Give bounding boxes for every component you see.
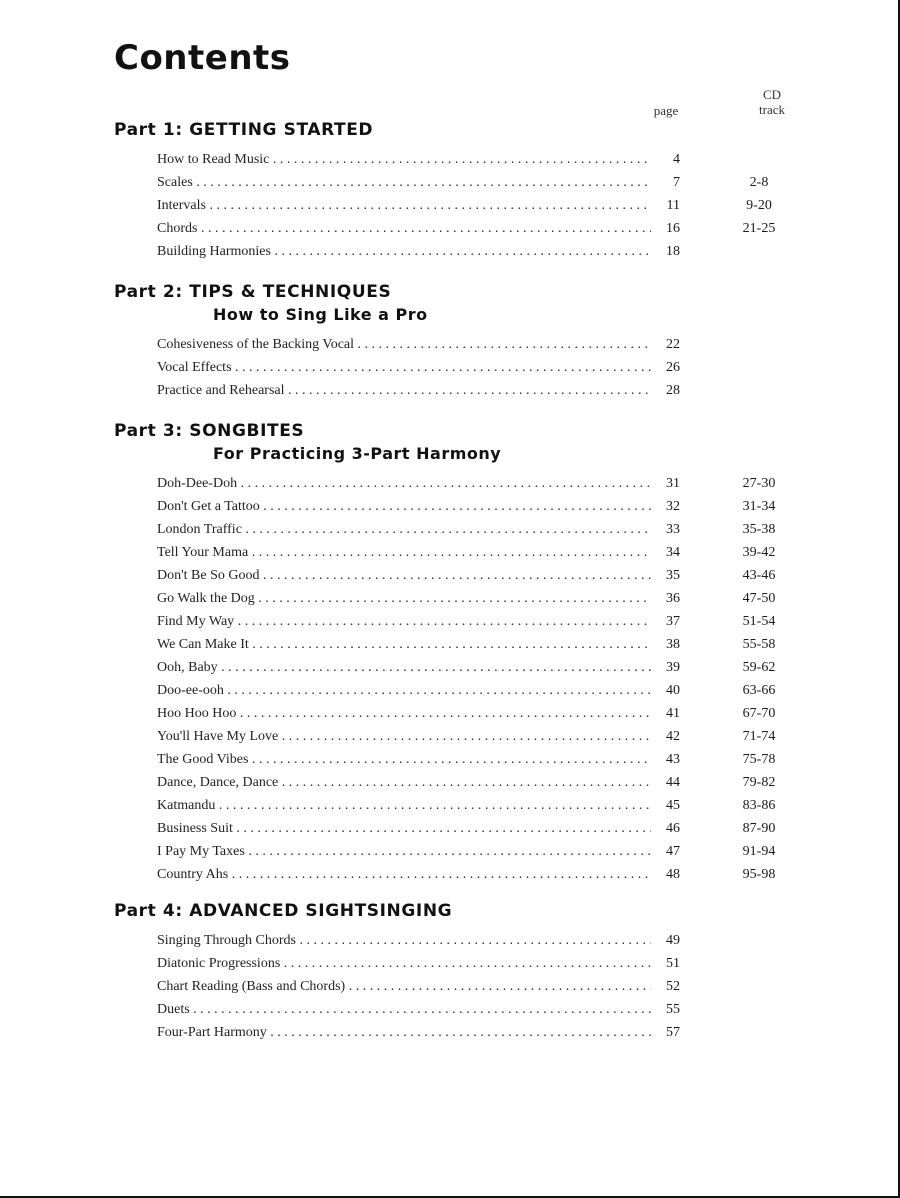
part-3-heading: Part 3: SONGBITES (114, 421, 305, 441)
page-column-header: page (653, 103, 679, 118)
cd-track: 39-42 (742, 545, 776, 560)
page-number: 45 (651, 794, 680, 817)
page-number: 31 (651, 472, 680, 495)
page-number: 26 (651, 356, 680, 379)
page-number: 22 (651, 333, 680, 356)
cd-track: 71-74 (742, 729, 776, 744)
page-number: 57 (651, 1021, 680, 1044)
toc-entry[interactable]: Vocal Effects . . . 26 (157, 356, 797, 379)
page-number: 7 (651, 171, 680, 194)
cd-track: 95-98 (742, 867, 776, 882)
page-number: 52 (651, 975, 680, 998)
cd-track: 83-86 (742, 798, 776, 813)
page-number: 44 (651, 771, 680, 794)
page-number: 42 (651, 725, 680, 748)
cd-track: 47-50 (742, 591, 776, 606)
cd-track: 79-82 (742, 775, 776, 790)
toc-entry[interactable]: Tell Your Mama . . . 34 39-42 (157, 541, 797, 564)
toc-entry[interactable]: Intervals . . . 11 9-20 (157, 194, 797, 217)
page-number: 33 (651, 518, 680, 541)
cd-track: 59-62 (742, 660, 776, 675)
toc-entry[interactable]: Go Walk the Dog . . . 36 47-50 (157, 587, 797, 610)
page-number: 32 (651, 495, 680, 518)
page-number: 35 (651, 564, 680, 587)
part-2-heading: Part 2: TIPS & TECHNIQUES (114, 282, 392, 302)
toc-entry[interactable]: Chart Reading (Bass and Chords) . . . 52 (157, 975, 797, 998)
toc-entry[interactable]: Duets . . . 55 (157, 998, 797, 1021)
page-number: 46 (651, 817, 680, 840)
toc-entry[interactable]: Cohesiveness of the Backing Vocal . . . 22 (157, 333, 797, 356)
page-number: 38 (651, 633, 680, 656)
part-1-heading: Part 1: GETTING STARTED (114, 120, 374, 140)
page-number: 41 (651, 702, 680, 725)
page-number: 37 (651, 610, 680, 633)
page-number: 51 (651, 952, 680, 975)
toc-entry[interactable]: We Can Make It . . . 38 55-58 (157, 633, 797, 656)
toc-entry[interactable]: Four-Part Harmony . . . 57 (157, 1021, 797, 1044)
page-number: 34 (651, 541, 680, 564)
page-number: 55 (651, 998, 680, 1021)
cd-track: 91-94 (742, 844, 776, 859)
toc-entry[interactable]: Don't Be So Good . . . 35 43-46 (157, 564, 797, 587)
toc-entry[interactable]: I Pay My Taxes . . . 47 91-94 (157, 840, 797, 863)
toc-entry[interactable]: Business Suit . . . 46 87-90 (157, 817, 797, 840)
cd-track: 2-8 (749, 175, 769, 190)
toc-entry[interactable]: You'll Have My Love . . . 42 71-74 (157, 725, 797, 748)
page-title: Contents (114, 38, 291, 78)
part-3-subtitle: For Practicing 3-Part Harmony (213, 444, 502, 463)
cd-track-column-header (744, 87, 800, 117)
toc-entry[interactable]: Practice and Rehearsal . . . 28 (157, 379, 797, 402)
page-number: 16 (651, 217, 680, 240)
page-number: 47 (651, 840, 680, 863)
page-number: 48 (651, 863, 680, 886)
part-3-entries (157, 472, 797, 886)
toc-entry[interactable]: Diatonic Progressions . . . 51 (157, 952, 797, 975)
cd-track: 31-34 (742, 499, 776, 514)
cd-label: CD (762, 87, 782, 102)
toc-entry[interactable]: Doh-Dee-Doh . . . 31 27-30 (157, 472, 797, 495)
toc-entry[interactable]: Katmandu . . . 45 83-86 (157, 794, 797, 817)
cd-track: 63-66 (742, 683, 776, 698)
cd-track: 55-58 (742, 637, 776, 652)
cd-track: 43-46 (742, 568, 776, 583)
part-1-entries (157, 148, 797, 263)
toc-entry[interactable]: Chords . . . 16 21-25 (157, 217, 797, 240)
track-label: track (759, 102, 785, 117)
toc-entry[interactable]: How to Read Music . . . 4 (157, 148, 797, 171)
toc-entry[interactable]: Don't Get a Tattoo . . . 32 31-34 (157, 495, 797, 518)
part-2-entries (157, 333, 797, 402)
cd-track: 35-38 (742, 522, 776, 537)
cd-track: 51-54 (742, 614, 776, 629)
page-number: 39 (651, 656, 680, 679)
toc-entry[interactable]: Doo-ee-ooh . . . 40 63-66 (157, 679, 797, 702)
part-2-subtitle: How to Sing Like a Pro (213, 305, 428, 324)
cd-track: 21-25 (742, 221, 776, 236)
page-number: 36 (651, 587, 680, 610)
part-4-heading: Part 4: ADVANCED SIGHTSINGING (114, 901, 453, 921)
toc-entry[interactable]: Building Harmonies . . . 18 (157, 240, 797, 263)
page-number: 43 (651, 748, 680, 771)
page-number: 18 (651, 240, 680, 263)
toc-entry[interactable]: Singing Through Chords . . . 49 (157, 929, 797, 952)
cd-track: 75-78 (742, 752, 776, 767)
toc-entry[interactable]: The Good Vibes . . . 43 75-78 (157, 748, 797, 771)
cd-track: 27-30 (742, 476, 776, 491)
toc-entry[interactable]: Ooh, Baby . . . 39 59-62 (157, 656, 797, 679)
cd-track: 87-90 (742, 821, 776, 836)
toc-entry[interactable]: Hoo Hoo Hoo . . . 41 67-70 (157, 702, 797, 725)
toc-entry[interactable]: Find My Way . . . 37 51-54 (157, 610, 797, 633)
cd-track: 67-70 (742, 706, 776, 721)
toc-entry[interactable]: London Traffic . . . 33 35-38 (157, 518, 797, 541)
toc-entry[interactable]: Country Ahs . . . 48 95-98 (157, 863, 797, 886)
page-number: 49 (651, 929, 680, 952)
page-number: 11 (651, 194, 680, 217)
cd-track: 9-20 (746, 198, 772, 213)
page-number: 4 (651, 148, 680, 171)
page-number: 40 (651, 679, 680, 702)
toc-entry[interactable]: Scales . . . 7 2-8 (157, 171, 797, 194)
toc-entry[interactable]: Dance, Dance, Dance . . . 44 79-82 (157, 771, 797, 794)
part-4-entries (157, 929, 797, 1044)
page-number: 28 (651, 379, 680, 402)
